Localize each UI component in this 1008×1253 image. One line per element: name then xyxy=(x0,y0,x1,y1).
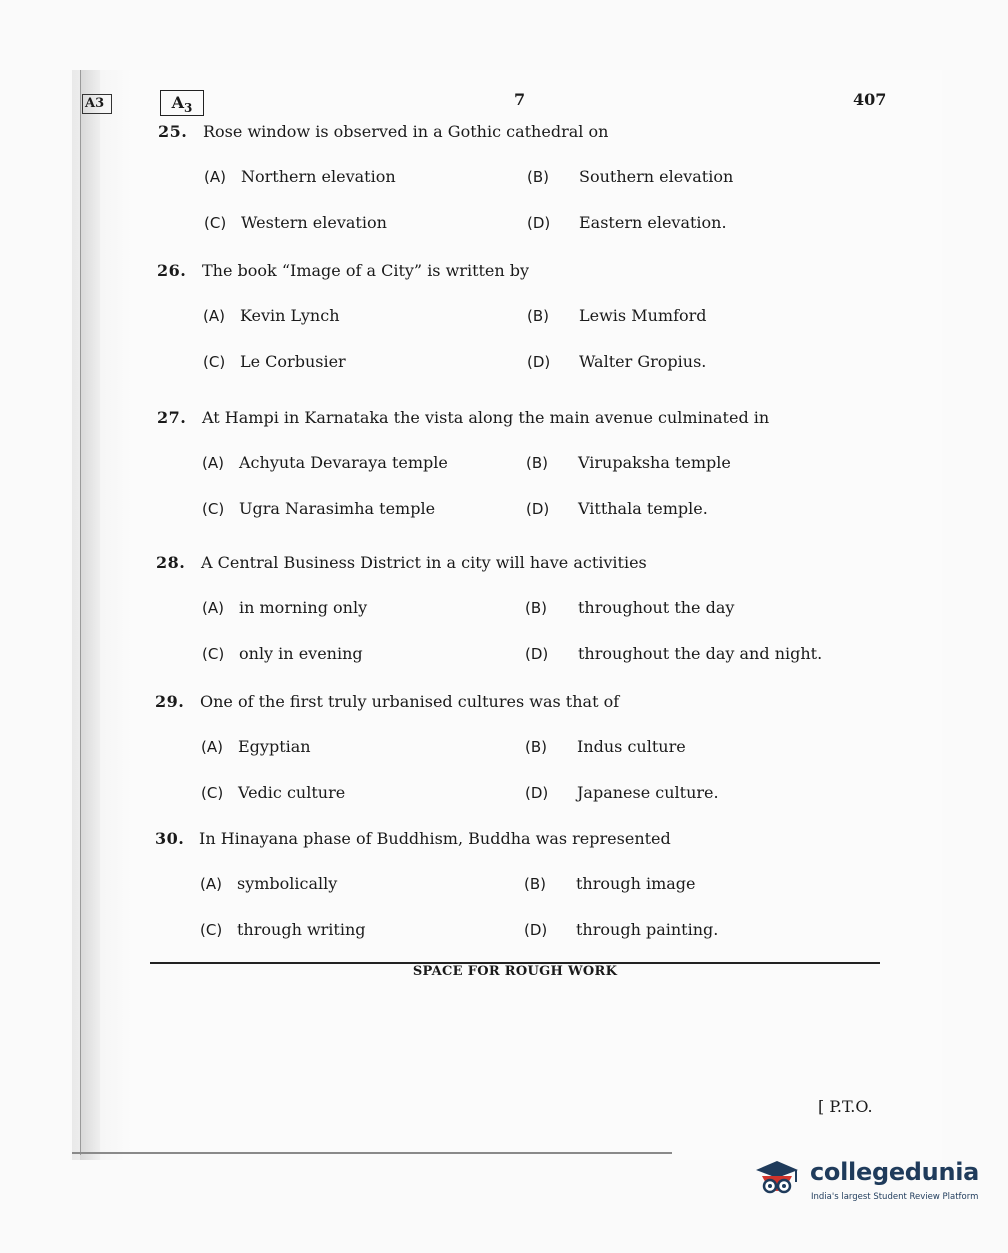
pto-label: [ P.T.O. xyxy=(818,1097,873,1116)
option-letter: (D) xyxy=(527,353,551,371)
option-text: Walter Gropius. xyxy=(579,352,707,371)
option-text: Achyuta Devaraya temple xyxy=(239,453,448,472)
option-text: Lewis Mumford xyxy=(579,306,707,325)
logo-name: collegedunia xyxy=(810,1158,980,1186)
option-letter: (A) xyxy=(202,454,224,472)
paper-code: 407 xyxy=(853,90,887,109)
option-text: Vitthala temple. xyxy=(578,499,708,518)
option-letter: (A) xyxy=(204,168,226,186)
side-set-tab: A3 xyxy=(82,94,112,114)
option-letter: (B) xyxy=(527,307,549,325)
set-code-letter: A xyxy=(171,93,185,112)
option-letter: (B) xyxy=(524,875,546,893)
page-spine-shadow xyxy=(80,70,100,1160)
option-letter: (C) xyxy=(202,645,225,663)
option-text: through image xyxy=(576,874,696,893)
option-text: Egyptian xyxy=(238,737,311,756)
question-text: A Central Business District in a city will have activities xyxy=(201,553,647,572)
page-number: 7 xyxy=(514,90,526,109)
option-text: symbolically xyxy=(237,874,338,893)
question-number: 25. xyxy=(158,122,188,141)
option-text: Southern elevation xyxy=(579,167,734,186)
option-text: throughout the day and night. xyxy=(578,644,823,663)
option-letter: (D) xyxy=(525,784,549,802)
logo-tagline: India's largest Student Review Platform xyxy=(811,1192,979,1202)
graduate-face-icon xyxy=(752,1156,802,1206)
option-letter: (C) xyxy=(200,921,223,939)
option-text: through writing xyxy=(237,920,366,939)
option-text: Northern elevation xyxy=(241,167,396,186)
option-letter: (C) xyxy=(204,214,227,232)
question-text: Rose window is observed in a Gothic cathedral on xyxy=(203,122,609,141)
option-letter: (B) xyxy=(525,599,547,617)
option-text: Kevin Lynch xyxy=(240,306,340,325)
question-number: 29. xyxy=(155,692,185,711)
option-text: Western elevation xyxy=(241,213,387,232)
question-text: At Hampi in Karnataka the vista along the main avenue culminated in xyxy=(202,408,770,427)
option-letter: (A) xyxy=(201,738,223,756)
page-left-edge xyxy=(80,70,81,1155)
option-text: through painting. xyxy=(576,920,719,939)
option-text: Eastern elevation. xyxy=(579,213,727,232)
set-code-sub: 3 xyxy=(184,101,193,116)
option-letter: (C) xyxy=(203,353,226,371)
option-letter: (C) xyxy=(201,784,224,802)
option-text: Le Corbusier xyxy=(240,352,346,371)
option-letter: (B) xyxy=(525,738,547,756)
option-text: Indus culture xyxy=(577,737,686,756)
option-letter: (B) xyxy=(526,454,548,472)
option-text: throughout the day xyxy=(578,598,735,617)
rough-work-label: SPACE FOR ROUGH WORK xyxy=(412,964,618,979)
question-number: 30. xyxy=(155,829,185,848)
question-text: One of the first truly urbanised cultures was that of xyxy=(200,692,620,711)
option-letter: (D) xyxy=(524,921,548,939)
option-text: in morning only xyxy=(239,598,368,617)
page-bottom-edge xyxy=(72,1152,672,1154)
question-text: In Hinayana phase of Buddhism, Buddha was represented xyxy=(199,829,671,848)
question-text: The book “Image of a City” is written by xyxy=(202,261,530,280)
option-letter: (A) xyxy=(203,307,225,325)
option-letter: (A) xyxy=(200,875,222,893)
option-letter: (D) xyxy=(526,500,550,518)
option-letter: (B) xyxy=(527,168,549,186)
collegedunia-logo xyxy=(752,1152,982,1212)
option-text: Japanese culture. xyxy=(577,783,719,802)
option-letter: (D) xyxy=(527,214,551,232)
option-letter: (C) xyxy=(202,500,225,518)
question-number: 28. xyxy=(156,553,186,572)
option-letter: (D) xyxy=(525,645,549,663)
question-number: 26. xyxy=(157,261,187,280)
option-letter: (A) xyxy=(202,599,224,617)
set-code-box xyxy=(160,90,204,116)
option-text: Vedic culture xyxy=(238,783,346,802)
option-text: Ugra Narasimha temple xyxy=(239,499,436,518)
option-text: only in evening xyxy=(239,644,363,663)
question-number: 27. xyxy=(157,408,187,427)
option-text: Virupaksha temple xyxy=(578,453,731,472)
